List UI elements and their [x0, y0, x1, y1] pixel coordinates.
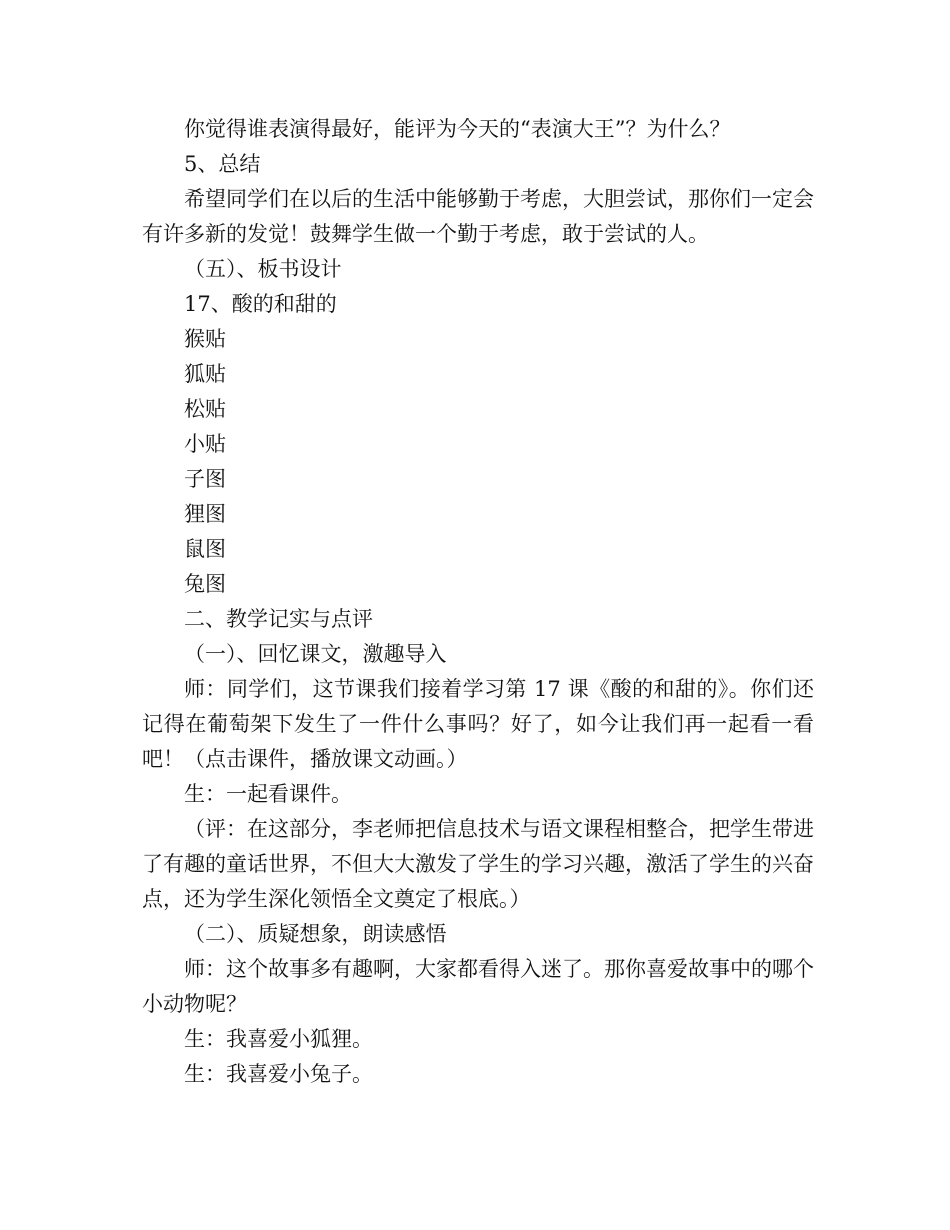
board-item: 狐贴 — [184, 362, 226, 386]
part-two-heading: （二）、质疑想象，朗读感悟 — [184, 922, 447, 946]
board-design-heading: （五）、板书设计 — [184, 257, 342, 281]
teacher-paragraph: 师：这个故事多有趣啊，大家都看得入迷了。那你喜爱故事中的哪个小动物呢？ — [142, 957, 814, 1016]
question-line: 你觉得谁表演得最好，能评为今天的“表演大王”？为什么？ — [184, 117, 731, 141]
lesson-title: 17、酸的和甜的 — [184, 292, 337, 316]
comment-paragraph: （评：在这部分，李老师把信息技术与语文课程相整合，把学生带进了有趣的童话世界，不但大大激发了学生的学习兴趣，激活了学生的兴奋点，还为学生深化领悟全文奠定了根底。） — [142, 817, 814, 911]
part-one-heading: （一）、回忆课文，激趣导入 — [184, 642, 447, 666]
document-body — [142, 112, 814, 1092]
board-item: 兔图 — [184, 572, 226, 596]
board-item: 子图 — [184, 467, 226, 491]
summary-paragraph: 希望同学们在以后的生活中能够勤于考虑，大胆尝试，那你们一定会有许多新的发觉！鼓舞学生做一个勤于考虑，敢于尝试的人。 — [142, 187, 814, 246]
student-line: 生：一起看课件。 — [184, 782, 352, 806]
student-line: 生：我喜爱小兔子。 — [184, 1062, 373, 1086]
student-line: 生：我喜爱小狐狸。 — [184, 1027, 373, 1051]
board-item: 狸图 — [184, 502, 226, 526]
board-item: 鼠图 — [184, 537, 226, 561]
board-item: 猴贴 — [184, 327, 226, 351]
teacher-paragraph: 师：同学们，这节课我们接着学习第 17 课《酸的和甜的》。你们还记得在葡萄架下发生了一件什么事吗？好了，如今让我们再一起看一看吧！（点击课件，播放课文动画。） — [142, 677, 814, 771]
board-item: 小贴 — [184, 432, 226, 456]
summary-heading: 5、总结 — [184, 152, 261, 176]
board-item: 松贴 — [184, 397, 226, 421]
section-two-heading: 二、教学记实与点评 — [184, 607, 373, 631]
